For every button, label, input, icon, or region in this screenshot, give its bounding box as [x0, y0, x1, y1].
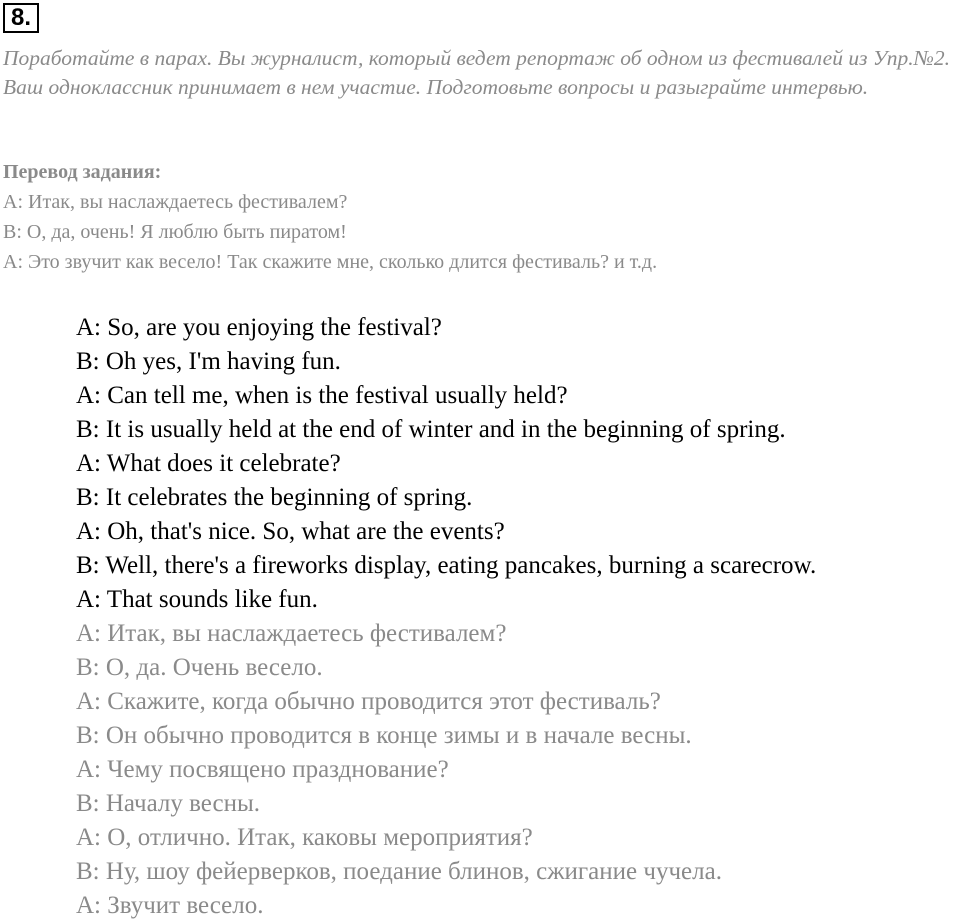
dialogue-line-en: A: Can tell me, when is the festival usually held? [76, 382, 568, 409]
dialogue-line-ru: В: Началу весны. [76, 790, 261, 817]
dialogue-line-en: A: Oh, that's nice. So, what are the events? [76, 518, 505, 545]
dialogue-line-en: B: Oh yes, I'm having fun. [76, 348, 341, 375]
dialogue-line-ru: А: О, отлично. Итак, каковы мероприятия? [76, 824, 533, 851]
dialogue-line-ru: В: О, да. Очень весело. [76, 654, 323, 681]
dialogue-line-en: A: That sounds like fun. [76, 586, 318, 613]
dialogue-line-ru: А: Звучит весело. [76, 892, 264, 919]
translation-heading: Перевод задания: [3, 161, 162, 183]
dialogue-line-en: B: It celebrates the beginning of spring. [76, 484, 473, 511]
translation-line: А: Это звучит как весело! Так скажите мне, сколько длится фестиваль? и т.д. [3, 251, 658, 273]
dialogue-line-en: A: So, are you enjoying the festival? [76, 314, 442, 341]
dialogue-line-ru: В: Ну, шоу фейерверков, поедание блинов, сжигание чучела. [76, 858, 722, 885]
exercise-number: 8. [3, 3, 39, 33]
task-instructions: Поработайте в парах. Вы журналист, который ведет репортаж об одном из фестивалей из Упр.№2. Ваш одноклассник принимает в нем участие. Подготовьте вопросы и разыграйте интервью. [3, 46, 950, 99]
dialogue-line-en: B: Well, there's a fireworks display, eating pancakes, burning a scarecrow. [76, 552, 817, 579]
translation-line: В: О, да, очень! Я люблю быть пиратом! [3, 221, 347, 243]
dialogue-line-ru: А: Скажите, когда обычно проводится этот фестиваль? [76, 688, 661, 715]
dialogue-line-en: B: It is usually held at the end of winter and in the beginning of spring. [76, 416, 786, 443]
dialogue-line-en: A: What does it celebrate? [76, 450, 341, 477]
dialogue-line-ru: А: Чему посвящено празднование? [76, 756, 449, 783]
dialogue-line-ru: А: Итак, вы наслаждаетесь фестивалем? [76, 620, 507, 647]
translation-line: А: Итак, вы наслаждаетесь фестивалем? [3, 191, 348, 213]
dialogue-line-ru: В: Он обычно проводится в конце зимы и в начале весны. [76, 722, 692, 749]
